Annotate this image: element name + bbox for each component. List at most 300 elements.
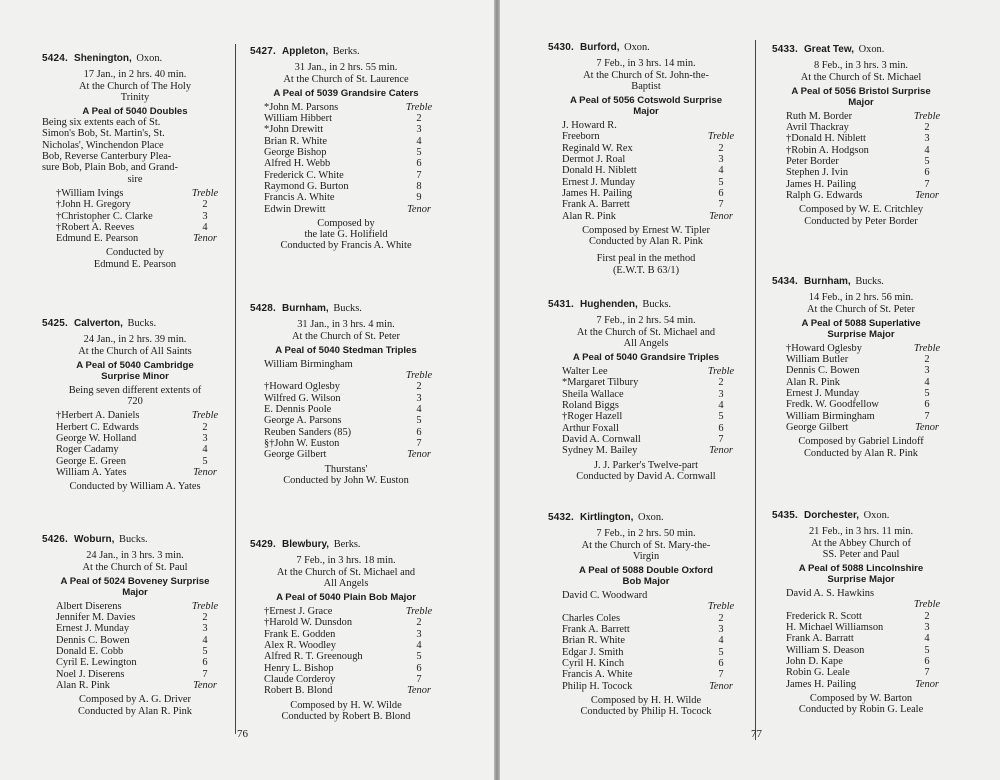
bell-position: 4 (718, 635, 724, 647)
ringer-row (250, 640, 442, 651)
footer-line: J. J. Parker's Twelve-part (594, 459, 698, 471)
bell-position: Treble (405, 370, 433, 382)
ringer-name: Jennifer M. Davies (56, 612, 136, 624)
date-line: At the Church of St. John-the- (583, 69, 709, 81)
ringer-row (250, 606, 442, 617)
ringer-row (250, 415, 442, 426)
footer-line: Composed by A. G. Driver (79, 694, 191, 706)
peal-entry (250, 303, 442, 486)
date-line: 7 Feb., in 2 hrs. 50 min. (596, 528, 696, 540)
date-line: At the Church of St. Michael and (276, 566, 416, 578)
place-name: Dorchester, (804, 510, 860, 521)
ringer-row (548, 389, 744, 400)
entry-heading (250, 539, 442, 550)
peal-number: 5429. (250, 539, 277, 550)
footer-line: Composed by H. H. Wilde (590, 694, 702, 706)
ringer-name: Henry L. Bishop (264, 662, 334, 674)
place-name: Calverton, (74, 318, 123, 329)
peal-entry (42, 318, 228, 493)
ringer-name: David A. Cornwall (562, 433, 641, 445)
ringer-row (772, 422, 950, 433)
bell-position: Treble (707, 601, 735, 613)
ringer-name: John D. Kape (786, 655, 843, 667)
ringer-name: †William Ivings (56, 187, 124, 199)
bell-position: Treble (405, 606, 433, 618)
place-name: Hughenden, (580, 299, 638, 310)
date-line: Virgin (632, 550, 660, 562)
bell-position: 3 (202, 210, 208, 222)
date-line: At the Church of St. Paul (82, 561, 188, 573)
peal-number: 5433. (772, 44, 799, 55)
ringer-name: Dennis C. Bowen (786, 365, 860, 377)
ringer-name: Ruth M. Border (786, 110, 853, 122)
peal-title: A Peal of 5040 Stedman Triples (275, 344, 417, 356)
ringer-row (772, 365, 950, 376)
date-line: At the Church of St. Laurence (283, 73, 409, 85)
ringer-name: James H. Pailing (786, 178, 857, 190)
ringer-name: David C. Woodward (562, 590, 648, 602)
bell-position: Tenor (193, 466, 217, 478)
ringer-row (772, 167, 950, 178)
entry-heading (250, 46, 442, 57)
ringer-name: James H. Pailing (786, 678, 857, 690)
ringer-name: George E. Green (56, 455, 126, 467)
peal-entry (548, 299, 744, 482)
ringer-row (548, 143, 744, 154)
ringer-row (42, 188, 228, 199)
ringer-row (548, 377, 744, 388)
entry-heading (42, 53, 228, 64)
peal-title: Major (848, 96, 874, 108)
ringer-row (42, 222, 228, 233)
ringer-row (772, 656, 950, 667)
bell-position: 2 (416, 113, 422, 125)
bell-position: 7 (202, 668, 208, 680)
bell-position: 7 (416, 437, 422, 449)
composition-note: Nicholas', Winchendon Place (42, 139, 164, 151)
column-divider (235, 44, 236, 734)
peal-title: A Peal of 5040 Grandsire Triples (572, 352, 720, 364)
date-line: 7 Feb., in 3 hrs. 18 min. (296, 555, 396, 567)
ringer-name: Roger Cadamy (56, 444, 119, 456)
peal-title: A Peal of 5088 Superlative (801, 317, 921, 329)
date-line: Trinity (120, 91, 150, 103)
date-line: 7 Feb., in 2 hrs. 54 min. (596, 315, 696, 327)
peal-number: 5428. (250, 303, 277, 314)
entry-heading (772, 276, 950, 287)
ringer-name: *John M. Parsons (264, 101, 339, 113)
footer-line: Conducted by Robin G. Leale (798, 704, 924, 716)
ringer-name: Ernest J. Munday (562, 176, 636, 188)
ringer-row (42, 456, 228, 467)
footer-line: Composed by Gabriel Lindoff (798, 436, 924, 448)
ringer-name: Cyril H. Kinch (562, 657, 625, 669)
bell-position: 4 (924, 144, 930, 156)
peal-title: A Peal of 5039 Grandsire Caters (273, 87, 419, 99)
ringer-row (250, 370, 442, 381)
footer-line: Conducted by Alan R. Pink (803, 447, 918, 459)
ringer-name: Walter Lee (562, 366, 608, 378)
date-line: At the Church of St. Michael and (576, 326, 716, 338)
bell-position: Treble (191, 410, 219, 422)
peal-title: A Peal of 5088 Double Oxford (579, 565, 713, 577)
ringer-row (42, 669, 228, 680)
ringer-name: *Margaret Tilbury (562, 377, 639, 389)
entry-heading (548, 299, 744, 310)
ringer-row (42, 422, 228, 433)
ringer-name: Philip H. Tocock (562, 680, 633, 692)
bell-position: 7 (924, 667, 930, 679)
place-name: Appleton, (282, 46, 329, 57)
ringer-row (42, 410, 228, 421)
ringer-name: James H. Pailing (562, 187, 633, 199)
ringer-row (250, 102, 442, 113)
peal-number: 5435. (772, 510, 799, 521)
bell-position: 7 (718, 433, 724, 445)
ringer-row (42, 680, 228, 691)
ringer-row (250, 181, 442, 192)
peal-number: 5425. (42, 318, 69, 329)
footer-line: (E.W.T. B 63/1) (612, 264, 680, 276)
date-line: At the Church of The Holy (78, 80, 192, 92)
ringer-row (772, 667, 950, 678)
ringer-list (42, 601, 228, 691)
ringer-list (548, 120, 744, 222)
ringer-name: Robin G. Leale (786, 667, 850, 679)
bell-position: 5 (416, 147, 422, 159)
peal-entry (548, 42, 744, 276)
bell-position: Tenor (709, 445, 733, 457)
ringer-row (772, 633, 950, 644)
bell-position: 3 (416, 628, 422, 640)
bell-position: 2 (924, 610, 930, 622)
bell-position: 4 (924, 633, 930, 645)
bell-position: Treble (191, 600, 219, 612)
ringer-row (250, 393, 442, 404)
bell-position: 5 (202, 646, 208, 658)
county-name: Bucks. (119, 534, 148, 545)
ringer-row (548, 601, 744, 612)
bell-position: 3 (416, 124, 422, 136)
bell-position: Tenor (709, 680, 733, 692)
ringer-name: Alan R. Pink (786, 376, 840, 388)
ringer-name: †Howard Oglesby (264, 381, 340, 393)
bell-position: Treble (913, 599, 941, 611)
composition-note: Simon's Bob, St. Martin's, St. (42, 128, 165, 140)
bell-position: Treble (913, 110, 941, 122)
peal-title: Surprise Minor (101, 370, 169, 382)
ringer-name: Donald H. Niblett (562, 165, 637, 177)
ringer-row (250, 427, 442, 438)
ringer-row (548, 411, 744, 422)
ringer-row (42, 433, 228, 444)
composition-note: sure Bob, Plain Bob, and Grand- (42, 162, 178, 174)
ringer-list (42, 410, 228, 478)
ringer-row (548, 165, 744, 176)
bell-position: 3 (718, 624, 724, 636)
bell-position: 5 (202, 455, 208, 467)
date-line: At the Church of St. Peter (292, 330, 400, 342)
date-line: At the Abbey Church of (811, 537, 911, 549)
ringer-name: Avril Thackray (786, 122, 849, 134)
ringer-name: Francis A. White (562, 669, 633, 681)
ringer-row (548, 188, 744, 199)
ringer-row (772, 399, 950, 410)
ringer-row (772, 354, 950, 365)
bell-position: 6 (924, 167, 930, 179)
page-number: 76 (237, 728, 248, 740)
peal-entry (772, 276, 950, 459)
ringer-row (250, 404, 442, 415)
peal-entry (772, 44, 950, 227)
ringer-name: Frederick C. White (264, 169, 344, 181)
bell-position: 5 (416, 415, 422, 427)
ringer-name: E. Dennis Poole (264, 404, 332, 416)
peal-title: A Peal of 5040 Plain Bob Major (276, 592, 416, 604)
place-name: Burnham, (804, 276, 851, 287)
footer-line: Thurstans' (324, 463, 368, 475)
ringer-name: William S. Deason (786, 644, 865, 656)
county-name: Bucks. (127, 318, 157, 329)
ringer-name: George Bishop (264, 147, 327, 159)
ringer-row (548, 658, 744, 669)
date-line: At the Church of St. Peter (807, 303, 915, 315)
bell-position: Treble (913, 342, 941, 354)
ringer-row (42, 623, 228, 634)
peal-title: A Peal of 5056 Bristol Surprise (791, 85, 931, 97)
footer-line: Composed by H. W. Wilde (290, 699, 402, 711)
bell-position: 6 (924, 399, 930, 411)
ringer-name: Freeborn (562, 131, 600, 143)
bell-position: 2 (924, 354, 930, 366)
county-name: Bucks. (333, 303, 362, 314)
ringer-row (548, 624, 744, 635)
place-name: Great Tew, (804, 44, 855, 55)
date-line: 24 Jan., in 2 hrs. 39 min. (83, 334, 187, 346)
bell-position: 2 (416, 381, 422, 393)
ringer-name: Edmund E. Pearson (56, 233, 139, 245)
date-line: 24 Jan., in 3 hrs. 3 min. (86, 550, 184, 562)
ringer-name: Robert B. Blond (264, 685, 333, 697)
ringer-row (548, 681, 744, 692)
entry-heading (250, 303, 442, 314)
peal-number: 5427. (250, 46, 277, 57)
ringer-name: †Robin A. Hodgson (786, 144, 869, 156)
ringer-row (772, 599, 950, 610)
column-divider (755, 40, 756, 740)
ringer-row (42, 444, 228, 455)
ringer-name: William Birmingham (786, 410, 875, 422)
footer-line: Composed by W. E. Critchley (798, 204, 924, 216)
peal-title: A Peal of 5040 Cambridge (76, 359, 194, 371)
ringer-row (772, 122, 950, 133)
ringer-row (250, 663, 442, 674)
ringer-name: Alan R. Pink (56, 679, 110, 691)
peal-title: Bob Major (622, 576, 670, 588)
entry-heading (42, 318, 228, 329)
peal-title: Surprise Major (827, 574, 895, 586)
bell-position: 5 (924, 156, 930, 168)
bell-position: 4 (416, 640, 422, 652)
composition-note: sire (127, 173, 143, 185)
ringer-name: Sheila Wallace (562, 388, 624, 400)
bell-position: Treble (191, 187, 219, 199)
bell-position: 7 (924, 178, 930, 190)
ringer-list (548, 590, 744, 692)
ringer-name: Dermot J. Roal (562, 154, 626, 166)
peal-title: A Peal of 5056 Cotswold Surprise (569, 95, 723, 107)
composition-note: Being six extents each of St. (42, 117, 161, 129)
ringer-row (548, 211, 744, 222)
bell-position: Tenor (915, 678, 939, 690)
bell-position: 3 (718, 388, 724, 400)
ringer-name: Ralph G. Edwards (786, 189, 863, 201)
ringer-row (548, 613, 744, 624)
ringer-row (250, 204, 442, 215)
ringer-name: Cyril E. Lewington (56, 657, 137, 669)
bell-position: Treble (405, 101, 433, 113)
bell-position: Tenor (193, 233, 217, 245)
bell-position: 5 (924, 388, 930, 400)
ringer-row (42, 199, 228, 210)
peal-title: A Peal of 5024 Boveney Surprise (60, 575, 210, 587)
date-line: Baptist (631, 80, 661, 92)
peal-entry (772, 510, 950, 715)
ringer-row (772, 377, 950, 388)
ringer-row (548, 635, 744, 646)
date-line: 17 Jan., in 2 hrs. 40 min. (83, 69, 187, 81)
bell-position: 2 (202, 612, 208, 624)
ringer-row (548, 366, 744, 377)
ringer-name: Donald E. Cobb (56, 646, 124, 658)
ringer-name: Frank A. Barratt (786, 633, 854, 645)
ringer-row (42, 612, 228, 623)
ringer-row (250, 136, 442, 147)
ringer-name: Frederick R. Scott (786, 610, 862, 622)
ringer-name: §†John W. Euston (264, 437, 340, 449)
ringer-name: Reuben Sanders (85) (264, 426, 352, 438)
ringer-row (772, 190, 950, 201)
entry-heading (548, 512, 744, 523)
peal-entry (548, 512, 744, 717)
ringer-name: George A. Parsons (264, 415, 342, 427)
ringer-row (548, 445, 744, 456)
place-name: Burford, (580, 42, 620, 53)
bell-position: 3 (924, 365, 930, 377)
county-name: Oxon. (136, 53, 163, 64)
bell-position: Tenor (407, 203, 431, 215)
ringer-name: Roland Biggs (562, 400, 619, 412)
footer-line: Conducted by David A. Cornwall (576, 470, 716, 482)
bell-position: Tenor (915, 189, 939, 201)
peal-number: 5434. (772, 276, 799, 287)
footer-line: Edmund E. Pearson (93, 258, 177, 270)
county-name: Oxon. (863, 510, 890, 521)
ringer-row (772, 611, 950, 622)
ringer-row (772, 111, 950, 122)
county-name: Berks. (332, 46, 360, 57)
ringer-row (548, 199, 744, 210)
ringer-row (250, 192, 442, 203)
footer-line: Conducted by Peter Border (804, 215, 918, 227)
peal-number: 5424. (42, 53, 69, 64)
bell-position: 7 (718, 669, 724, 681)
peal-number: 5432. (548, 512, 575, 523)
ringer-row (772, 145, 950, 156)
bell-position: 6 (202, 657, 208, 669)
ringer-name: Brian R. White (264, 135, 328, 147)
bell-position: 6 (416, 662, 422, 674)
ringer-list (772, 111, 950, 201)
bell-position: 6 (718, 657, 724, 669)
ringer-name: Edgar J. Smith (562, 646, 624, 658)
bell-position: 3 (924, 622, 930, 634)
ringer-name: Arthur Foxall (562, 422, 619, 434)
date-line: At the Church of All Saints (78, 345, 192, 357)
date-line: At the Church of St. Mary-the- (581, 539, 711, 551)
bell-position: 2 (202, 421, 208, 433)
ringer-row (772, 179, 950, 190)
composition-note: 720 (127, 396, 143, 408)
bell-position: 7 (718, 199, 724, 211)
ringer-name: †Roger Hazell (562, 411, 623, 423)
date-line: 21 Feb., in 3 hrs. 11 min. (808, 526, 914, 538)
ringer-name: Raymond G. Burton (264, 180, 349, 192)
place-name: Woburn, (74, 534, 115, 545)
ringer-name: †Howard Oglesby (786, 342, 862, 354)
entry-heading (548, 42, 744, 53)
ringer-list (772, 343, 950, 433)
entry-heading (42, 534, 228, 545)
ringer-name: Frank E. Godden (264, 628, 336, 640)
date-line: 14 Feb., in 2 hrs. 56 min. (808, 292, 914, 304)
ringer-row (250, 685, 442, 696)
ringer-name: George Gilbert (786, 421, 849, 433)
left-page (0, 0, 494, 780)
footer-line: the late G. Holifield (304, 229, 388, 241)
ringer-row (772, 388, 950, 399)
peal-number: 5431. (548, 299, 575, 310)
bell-position: Treble (707, 366, 735, 378)
ringer-name: †Robert A. Reeves (56, 221, 135, 233)
ringer-name: Francis A. White (264, 192, 335, 204)
footer-line: Composed by Ernest W. Tipler (582, 224, 710, 236)
bell-position: 2 (718, 377, 724, 389)
bell-position: 3 (718, 154, 724, 166)
county-name: Bucks. (855, 276, 884, 287)
ringer-row (548, 423, 744, 434)
ringer-name: Alex R. Woodley (264, 640, 336, 652)
county-name: Berks. (333, 539, 361, 550)
bell-position: Treble (707, 131, 735, 143)
ringer-name: Sydney M. Bailey (562, 445, 638, 457)
ringer-name: Reginald W. Rex (562, 142, 633, 154)
footer-line: Conducted by (105, 247, 164, 259)
ringer-name: Herbert C. Edwards (56, 421, 139, 433)
ringer-name: Fredk. W. Goodfellow (786, 399, 879, 411)
footer-line: Conducted by Alan R. Pink (77, 705, 192, 717)
bell-position: 3 (924, 133, 930, 145)
ringer-row (250, 113, 442, 124)
ringer-row (548, 669, 744, 680)
ringer-row (42, 211, 228, 222)
bell-position: 4 (202, 634, 208, 646)
ringer-row (250, 629, 442, 640)
ringer-name: †Donald H. Niblett (786, 133, 866, 145)
bell-position: 7 (924, 410, 930, 422)
ringer-name: Charles Coles (562, 612, 621, 624)
ringer-name: William Hibbert (264, 113, 332, 125)
